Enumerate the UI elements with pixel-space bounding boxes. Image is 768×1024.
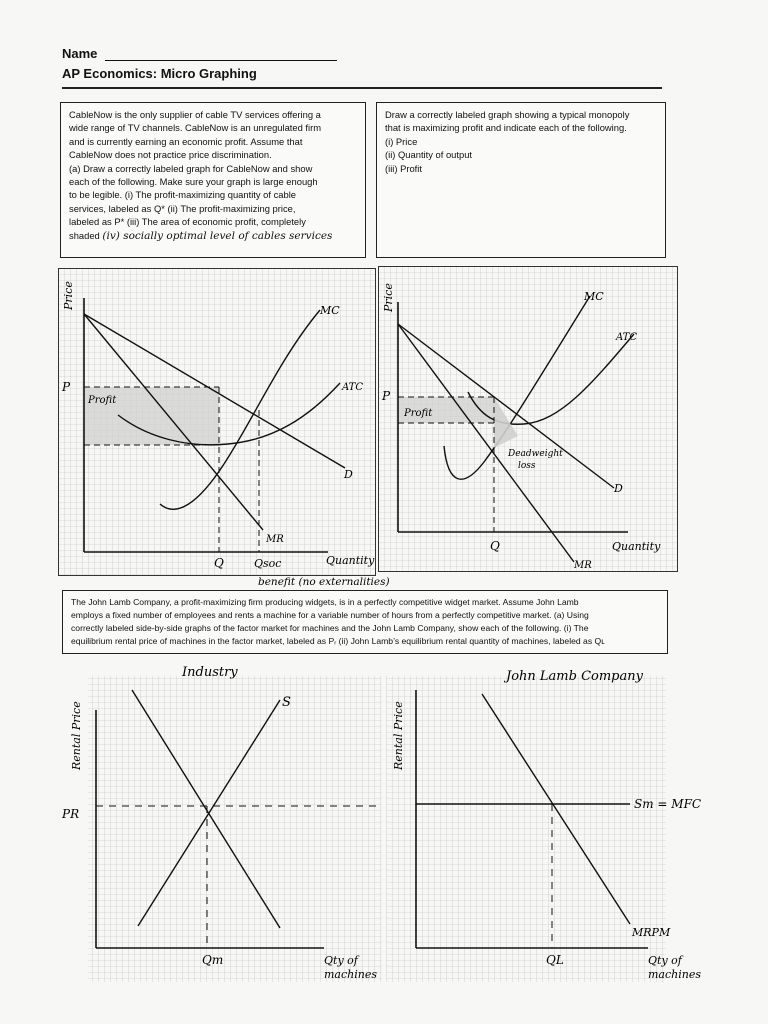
graph-grid xyxy=(386,676,666,982)
mr-label: MR xyxy=(574,560,592,571)
sm-mfc-label: Sm = MFC xyxy=(634,797,702,811)
q1-line: labeled as P* (iii) The area of economic profit, completely xyxy=(69,216,306,228)
graph-monopoly xyxy=(378,266,678,584)
x-axis-label: Qty of xyxy=(324,954,358,967)
q1-line: services, labeled as Q* (ii) The profit-maximizing price, xyxy=(69,202,296,214)
q1-line: each of the following. Make sure your graph is large enough xyxy=(69,176,318,188)
header-rule xyxy=(62,87,662,89)
x-axis-label: Quantity xyxy=(326,554,375,567)
qm-label: Qm xyxy=(202,953,224,967)
q3-line: correctly labeled side-by-side graphs of the factor market for machines and the John Lamb Company, show each of the following. (i) The xyxy=(71,623,589,633)
d-label: D xyxy=(614,482,623,495)
mr-label: MR xyxy=(266,534,284,545)
q1-line: CableNow is the only supplier of cable TV services offering a xyxy=(69,109,321,120)
name-field xyxy=(62,46,337,61)
y-axis-label: Price xyxy=(62,281,75,310)
y-axis-label: Rental Price xyxy=(70,701,83,770)
y-axis-label: Price xyxy=(382,283,395,312)
x-axis-label-2: machines xyxy=(324,968,377,981)
q2-line: (iii) Profit xyxy=(385,162,422,174)
mrp-label: MRPM xyxy=(632,926,671,939)
atc-label: ATC xyxy=(342,382,363,393)
question3-box xyxy=(62,590,668,654)
p-label: P xyxy=(382,389,391,403)
x-axis-label-2: machines xyxy=(648,968,701,981)
graph-cablenow xyxy=(58,268,390,588)
q1-last-line xyxy=(69,229,357,243)
q1-printed-tail: shaded xyxy=(69,229,100,241)
graph-title: John Lamb Company xyxy=(506,669,643,684)
q1-line: (a) Draw a correctly labeled graph for CableNow and show xyxy=(69,162,313,174)
q-label: Q xyxy=(490,539,500,553)
course-title: AP Economics: Micro Graphing xyxy=(62,66,257,81)
name-underline xyxy=(105,48,337,61)
pr-label: PR xyxy=(62,807,80,821)
question2-box xyxy=(376,102,666,258)
s-label: S xyxy=(282,695,291,710)
profit-label: Profit xyxy=(404,408,433,419)
q1-line: wide range of TV channels. CableNow is an unregulated firm xyxy=(69,122,322,134)
y-axis-label: Rental Price xyxy=(392,701,405,770)
p-label: P xyxy=(62,380,71,394)
graph-title: Industry xyxy=(182,665,238,680)
x-axis-label: Quantity xyxy=(612,540,661,553)
qsoc-label: Qsoc xyxy=(254,557,282,570)
dwl-label: Deadweight xyxy=(508,449,563,459)
q3-line: The John Lamb Company, a profit-maximizing firm producing widgets, is in a perfectly competitive widget market. Assume John Lamb xyxy=(71,597,579,607)
q2-line: Draw a correctly labeled graph showing a typical monopoly xyxy=(385,109,630,120)
graph-industry xyxy=(62,660,382,984)
ql-label: QL xyxy=(546,953,564,967)
profit-label: Profit xyxy=(88,395,117,406)
q1-line: CableNow does not practice price discrimination. xyxy=(69,149,272,161)
graph-grid xyxy=(88,676,382,982)
q2-line: that is maximizing profit and indicate each of the following. xyxy=(385,122,627,134)
note-label: benefit (no externalities) xyxy=(258,576,390,588)
q1-handwritten-note: (iv) socially optimal level of cables services xyxy=(102,229,333,242)
name-label: Name xyxy=(62,46,98,61)
q1-line: and is currently earning an economic profit. Assume that xyxy=(69,135,303,147)
x-axis-label: Qty of xyxy=(648,954,682,967)
question1-box xyxy=(60,102,366,258)
q1-line: to be legible. (i) The profit-maximizing quantity of cable xyxy=(69,189,297,201)
dwl-label-2: loss xyxy=(518,461,536,471)
mc-label: MC xyxy=(320,304,340,317)
mc-label: MC xyxy=(584,290,604,303)
graph-john-lamb xyxy=(386,660,726,984)
q3-line: equilibrium rental price of machines in the factor market, labeled as Pᵣ (ii) John Lamb’s equilibrium rental quantity of machines, labeled as Qʟ xyxy=(71,636,605,646)
atc-label: ATC xyxy=(616,332,637,343)
q2-line: (ii) Quantity of output xyxy=(385,149,473,161)
q2-line: (i) Price xyxy=(385,135,418,147)
q-label: Q xyxy=(214,556,224,570)
q3-line: employs a fixed number of employees and rents a machine for a variable number of hours from a perfectly competitive market. (a) Using xyxy=(71,610,589,620)
d-label: D xyxy=(344,468,353,481)
